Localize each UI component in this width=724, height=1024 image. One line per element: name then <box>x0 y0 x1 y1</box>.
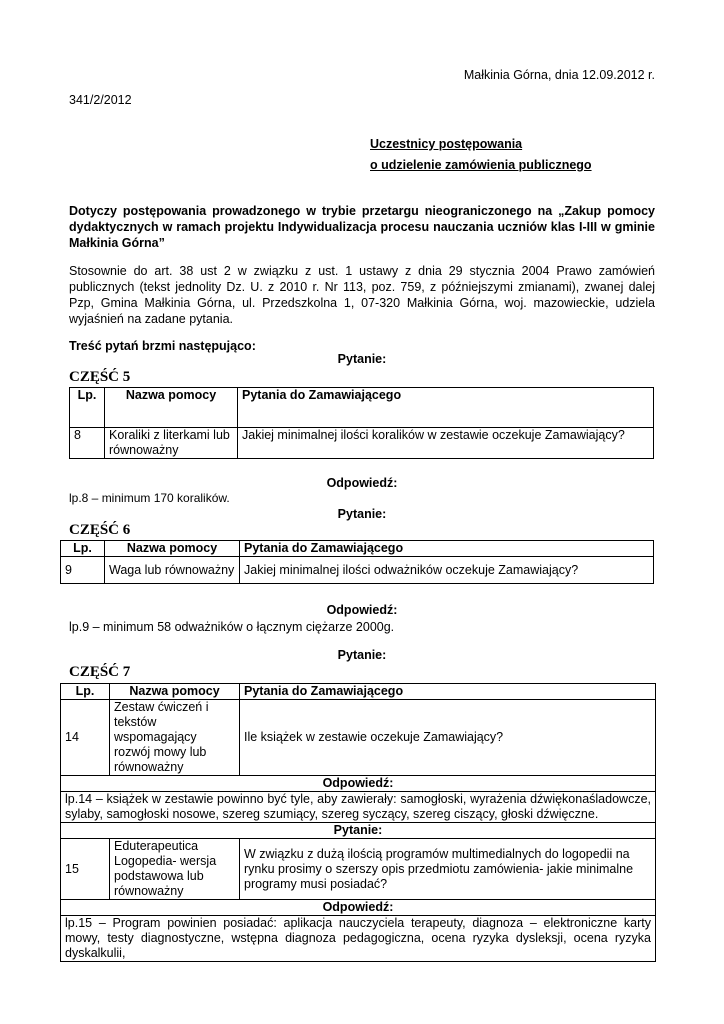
row-name: Zestaw ćwiczeń i tekstów wspomagający rozwój mowy lub równoważny <box>110 700 240 776</box>
row-question: Jakiej minimalnej ilości koralików w zestawie oczekuje Zamawiający? <box>238 428 654 459</box>
part7-table <box>60 683 656 962</box>
part6-answer: lp.9 – minimum 58 odważników o łącznym ciężarze 2000g. <box>69 620 395 634</box>
table-row <box>61 700 656 776</box>
row-lp: 8 <box>70 428 105 459</box>
reference-number: 341/2/2012 <box>69 93 132 107</box>
answer-label-part5: Odpowiedź: <box>326 476 398 490</box>
row-lp: 9 <box>61 557 105 584</box>
table-row <box>61 557 654 584</box>
intro-paragraph: Stosownie do art. 38 ust 2 w związku z ust. 1 ustawy z dnia 29 stycznia 2004 Prawo zamówień publicznych (tekst jednolity Dz. U. z 2010 r. Nr 113, poz. 759, z późniejszymi zmianami), zwanej dalej Pzp, Gmina Małkinia Górna, ul. Przedszkolna 1, 07-320 Małkinia Górna, woj. mazowieckie, udziela wyjaśnień na zadane pytania. <box>69 264 655 326</box>
row-question: Ile książek w zestawie oczekuje Zamawiający? <box>240 700 656 776</box>
header-name: Nazwa pomocy <box>105 388 238 428</box>
answer-row <box>61 792 656 823</box>
questions-intro: Treść pytań brzmi następująco: <box>69 339 256 353</box>
row15-answer: lp.15 – Program powinien posiadać: aplikacja nauczyciela terapeuty, diagnoza – elektroniczne karty mowy, testy diagnostyczne, wstępna diagnoza pedagogiczna, ocena ryzyka dysleksji, ocena ryzyka dyskalkulii, <box>61 916 656 962</box>
header-lp: Lp. <box>70 388 105 428</box>
subject-paragraph: Dotyczy postępowania prowadzonego w trybie przetargu nieograniczonego na „Zakup pomocy dydaktycznych w ramach projektu Indywidualizacja procesu nauczania uczniów klas I-III w gminie Małkinia Górna” <box>69 204 655 250</box>
table-header-row <box>70 388 654 428</box>
row-question: W związku z dużą ilością programów multimedialnych do logopedii na rynku prosimy o szerszy opis przedmiotu zamówienia- jakie minimalne programy musi posiadać? <box>240 839 656 900</box>
table-header-row <box>61 684 656 700</box>
answer-label-row14: Odpowiedź: <box>61 776 656 792</box>
question-label-part6: Pytanie: <box>337 507 387 521</box>
addressee-line-2: o udzielenie zamówienia publicznego <box>370 158 592 172</box>
question-label-part7: Pytanie: <box>337 648 387 662</box>
question-label-part5: Pytanie: <box>337 352 387 366</box>
part7-title: CZĘŚĆ 7 <box>69 664 131 680</box>
table-header-row <box>61 541 654 557</box>
header-lp: Lp. <box>61 541 105 557</box>
row-name: Waga lub równoważny <box>105 557 240 584</box>
part6-table <box>60 540 654 584</box>
row-name: Koraliki z literkami lub równoważny <box>105 428 238 459</box>
row-question: Jakiej minimalnej ilości odważników oczekuje Zamawiający? <box>240 557 654 584</box>
addressee-line-1: Uczestnicy postępowania <box>370 137 523 151</box>
part6-title: CZĘŚĆ 6 <box>69 522 131 538</box>
table-row <box>70 428 654 459</box>
answer-label-row <box>61 900 656 916</box>
header-question: Pytania do Zamawiającego <box>240 541 654 557</box>
header-question: Pytania do Zamawiającego <box>240 684 656 700</box>
header-name: Nazwa pomocy <box>105 541 240 557</box>
table-row <box>61 839 656 900</box>
answer-label-row <box>61 776 656 792</box>
header-question: Pytania do Zamawiającego <box>238 388 654 428</box>
row-lp: 15 <box>61 839 110 900</box>
answer-label-part6: Odpowiedź: <box>326 603 398 617</box>
row-name: Eduterapeutica Logopedia- wersja podstawowa lub równoważny <box>110 839 240 900</box>
question-label-row <box>61 823 656 839</box>
place-date: Małkinia Górna, dnia 12.09.2012 r. <box>463 68 655 82</box>
question-label-row15: Pytanie: <box>61 823 656 839</box>
row14-answer: lp.14 – książek w zestawie powinno być tyle, aby zawierały: samogłoski, wyrażenia dźwiękonaśladowcze, sylaby, samogłoski nosowe, szereg szumiący, szereg syczący, szereg ciszący, głoski dźwięczne. <box>61 792 656 823</box>
answer-row <box>61 916 656 962</box>
part5-table <box>69 387 654 459</box>
header-lp: Lp. <box>61 684 110 700</box>
row-lp: 14 <box>61 700 110 776</box>
part5-answer: lp.8 – minimum 170 koralików. <box>69 491 230 505</box>
part5-title: CZĘŚĆ 5 <box>69 369 131 385</box>
answer-label-row15: Odpowiedź: <box>61 900 656 916</box>
header-name: Nazwa pomocy <box>110 684 240 700</box>
